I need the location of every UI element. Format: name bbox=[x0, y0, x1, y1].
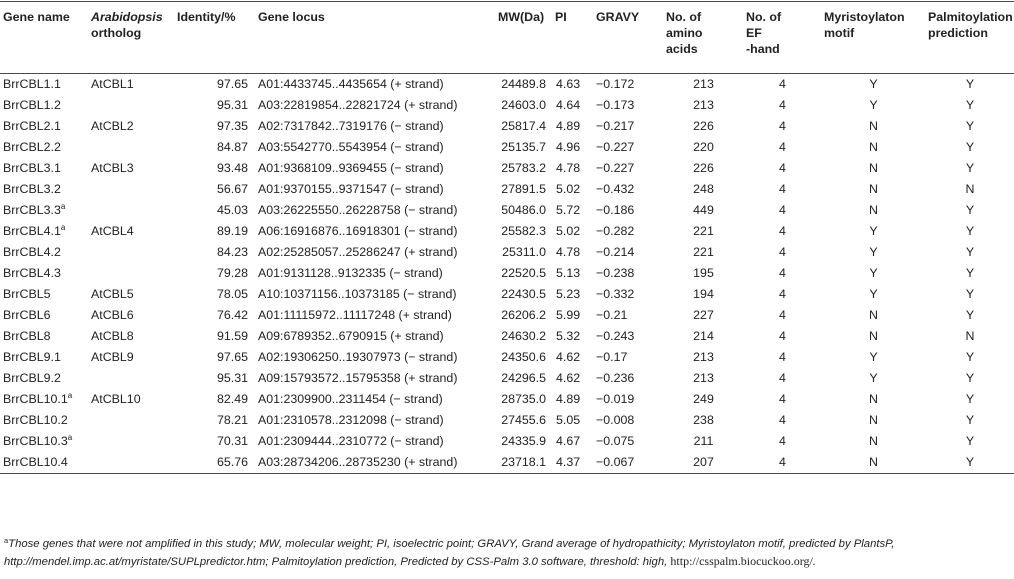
cell-mw: 25582.3 bbox=[501, 224, 546, 238]
cell-gene-locus: A03:5542770..5543954 (− strand) bbox=[258, 140, 444, 154]
cell-pi: 4.67 bbox=[556, 434, 581, 448]
cell-pi: 4.78 bbox=[556, 161, 581, 175]
cell-gravy: −0.173 bbox=[596, 98, 635, 112]
table-row bbox=[0, 263, 1014, 284]
table-row bbox=[0, 221, 1014, 242]
cell-ef-hand: 4 bbox=[779, 119, 786, 133]
cell-mw: 25135.7 bbox=[501, 140, 546, 154]
cell-gene-name: BrrCBL9.2 bbox=[3, 371, 61, 385]
cell-identity: 76.42 bbox=[216, 308, 248, 322]
cell-pi: 5.02 bbox=[556, 224, 581, 238]
cell-palmitoylation: Y bbox=[965, 287, 975, 301]
header-gravy: GRAVY bbox=[596, 10, 640, 24]
cell-pi: 4.89 bbox=[556, 392, 581, 406]
cell-amino-acids: 220 bbox=[693, 140, 714, 154]
cell-identity: 97.65 bbox=[216, 350, 248, 364]
cell-gene-name: BrrCBL4.3 bbox=[3, 266, 61, 280]
cell-identity: 91.59 bbox=[216, 329, 248, 343]
cell-pi: 5.02 bbox=[556, 182, 581, 196]
cell-ortholog: AtCBL1 bbox=[91, 77, 134, 91]
table-row bbox=[0, 284, 1014, 305]
cell-pi: 4.96 bbox=[556, 140, 581, 154]
cell-gene-name: BrrCBL6 bbox=[3, 308, 51, 322]
cell-myristoylation: N bbox=[869, 413, 878, 427]
cell-gravy: −0.238 bbox=[596, 266, 635, 280]
cell-gene-name: BrrCBL1.1 bbox=[3, 77, 61, 91]
table-row bbox=[0, 452, 1014, 474]
cell-gene-name: BrrCBL5 bbox=[3, 287, 51, 301]
cell-gene-locus: A01:11115972..11117248 (+ strand) bbox=[258, 308, 452, 322]
cell-pi: 4.62 bbox=[556, 371, 581, 385]
cell-amino-acids: 194 bbox=[693, 287, 714, 301]
table-row bbox=[0, 137, 1014, 158]
cell-myristoylation: N bbox=[869, 203, 878, 217]
cell-amino-acids: 213 bbox=[693, 371, 714, 385]
cell-palmitoylation: Y bbox=[965, 350, 975, 364]
cell-ortholog bbox=[88, 95, 174, 116]
cell-palmitoylation: Y bbox=[965, 77, 975, 91]
cell-amino-acids: 213 bbox=[693, 77, 714, 91]
cell-ef-hand: 4 bbox=[779, 329, 786, 343]
cell-palmitoylation: N bbox=[965, 182, 975, 196]
footnote-marker: a bbox=[60, 223, 66, 232]
table-row bbox=[0, 410, 1014, 431]
cell-gene-name: BrrCBL3.3$^a$ bbox=[3, 202, 66, 217]
cell-gene-locus: A01:2309444..2310772 (− strand) bbox=[258, 434, 444, 448]
cell-myristoylation: Y bbox=[869, 98, 878, 112]
cell-mw: 23718.1 bbox=[501, 455, 546, 469]
cell-palmitoylation: Y bbox=[965, 371, 975, 385]
footnote-marker: a bbox=[4, 536, 9, 545]
cell-gene-locus: A03:28734206..28735230 (+ strand) bbox=[258, 455, 458, 469]
cell-myristoylation: N bbox=[869, 140, 878, 154]
cell-identity: 78.05 bbox=[216, 287, 248, 301]
header-identity: Identity/% bbox=[177, 10, 236, 24]
header-ortholog: Arabidopsis ortholog bbox=[91, 10, 163, 40]
cell-myristoylation: N bbox=[869, 434, 878, 448]
cell-gene-locus: A03:26225550..26228758 (− strand) bbox=[258, 203, 458, 217]
cell-ef-hand: 4 bbox=[779, 245, 786, 259]
cell-identity: 70.31 bbox=[216, 434, 248, 448]
cell-gravy: −0.282 bbox=[596, 224, 635, 238]
cell-palmitoylation: Y bbox=[965, 161, 975, 175]
table-row bbox=[0, 326, 1014, 347]
cell-palmitoylation: Y bbox=[965, 245, 975, 259]
footnote-marker: a bbox=[67, 391, 73, 400]
cell-mw: 25783.2 bbox=[501, 161, 546, 175]
cell-ortholog: AtCBL5 bbox=[91, 287, 134, 301]
cell-identity: 56.67 bbox=[216, 182, 248, 196]
cell-gravy: −0.227 bbox=[596, 140, 635, 154]
cell-gene-locus: A02:7317842..7319176 (− strand) bbox=[258, 119, 444, 133]
header-ef-hand: No. of EF -hand bbox=[746, 10, 782, 56]
cell-identity: 78.21 bbox=[216, 413, 248, 427]
footnote-marker: a bbox=[67, 433, 73, 442]
cell-gravy: −0.21 bbox=[596, 308, 628, 322]
footnote-marker: a bbox=[60, 202, 66, 211]
header-amino-acids: No. of amino acids bbox=[666, 10, 703, 56]
cell-amino-acids: 214 bbox=[693, 329, 714, 343]
cell-ortholog bbox=[88, 179, 174, 200]
cell-gene-locus: A01:9131128..9132335 (− strand) bbox=[258, 266, 443, 280]
table-row bbox=[0, 431, 1014, 452]
cell-gene-locus: A02:19306250..19307973 (− strand) bbox=[258, 350, 458, 364]
cell-palmitoylation: Y bbox=[965, 434, 975, 448]
cell-palmitoylation: Y bbox=[965, 98, 975, 112]
cell-mw: 27891.5 bbox=[501, 182, 546, 196]
cell-gene-name: BrrCBL9.1 bbox=[3, 350, 61, 364]
cell-pi: 4.78 bbox=[556, 245, 581, 259]
cell-ortholog: AtCBL2 bbox=[91, 119, 134, 133]
cell-amino-acids: 227 bbox=[693, 308, 714, 322]
cell-gene-name: BrrCBL4.1$^a$ bbox=[3, 223, 66, 238]
cell-gravy: −0.214 bbox=[596, 245, 635, 259]
cell-pi: 4.89 bbox=[556, 119, 581, 133]
cell-gene-name: BrrCBL1.2 bbox=[3, 98, 61, 112]
cell-pi: 4.62 bbox=[556, 350, 581, 364]
cell-amino-acids: 207 bbox=[693, 455, 714, 469]
cell-gene-name: BrrCBL3.1 bbox=[3, 161, 61, 175]
cell-ef-hand: 4 bbox=[779, 350, 786, 364]
cell-palmitoylation: Y bbox=[965, 392, 975, 406]
cell-myristoylation: Y bbox=[869, 77, 878, 91]
header-myristoylation: Myristoylaton motif bbox=[824, 10, 905, 40]
cell-mw: 24630.2 bbox=[501, 329, 546, 343]
cell-ef-hand: 4 bbox=[779, 266, 786, 280]
cell-identity: 97.65 bbox=[216, 77, 248, 91]
cell-gene-locus: A01:9370155..9371547 (− strand) bbox=[258, 182, 444, 196]
cell-palmitoylation: Y bbox=[965, 224, 975, 238]
cell-amino-acids: 238 bbox=[693, 413, 714, 427]
cell-gene-name: BrrCBL4.2 bbox=[3, 245, 61, 259]
cell-ortholog bbox=[88, 452, 174, 474]
cell-ortholog: AtCBL8 bbox=[91, 329, 134, 343]
cell-ortholog bbox=[88, 242, 174, 263]
header-pi: PI bbox=[555, 10, 567, 24]
cbl-gene-table bbox=[0, 1, 1014, 474]
cell-amino-acids: 226 bbox=[693, 161, 714, 175]
cell-pi: 5.13 bbox=[556, 266, 581, 280]
cell-myristoylation: N bbox=[869, 119, 878, 133]
cell-pi: 5.72 bbox=[556, 203, 581, 217]
cell-gene-locus: A01:9368109..9369455 (− strand) bbox=[258, 161, 444, 175]
cell-palmitoylation: Y bbox=[965, 119, 975, 133]
cell-palmitoylation: Y bbox=[965, 455, 975, 469]
table-row bbox=[0, 179, 1014, 200]
cell-mw: 24350.6 bbox=[501, 350, 546, 364]
cell-ef-hand: 4 bbox=[779, 161, 786, 175]
cell-palmitoylation: N bbox=[965, 329, 975, 343]
cell-amino-acids: 248 bbox=[693, 182, 714, 196]
cell-mw: 25311.0 bbox=[502, 245, 546, 259]
table-row bbox=[0, 305, 1014, 326]
cell-ortholog: AtCBL3 bbox=[91, 161, 134, 175]
cell-ef-hand: 4 bbox=[779, 392, 786, 406]
cell-mw: 26206.2 bbox=[501, 308, 546, 322]
cell-palmitoylation: Y bbox=[965, 413, 975, 427]
cell-pi: 5.05 bbox=[556, 413, 581, 427]
header-gene-name: Gene name bbox=[3, 10, 70, 24]
cell-identity: 89.19 bbox=[216, 224, 248, 238]
cell-myristoylation: N bbox=[869, 161, 878, 175]
cell-ortholog: AtCBL10 bbox=[91, 392, 141, 406]
cell-ef-hand: 4 bbox=[779, 182, 786, 196]
cell-pi: 4.37 bbox=[556, 455, 581, 469]
cell-gravy: −0.067 bbox=[596, 455, 635, 469]
cell-ef-hand: 4 bbox=[779, 224, 786, 238]
cell-ef-hand: 4 bbox=[779, 203, 786, 217]
cell-palmitoylation: Y bbox=[965, 266, 975, 280]
cell-gravy: −0.227 bbox=[596, 161, 635, 175]
cell-ortholog bbox=[88, 410, 174, 431]
table-row bbox=[0, 95, 1014, 116]
cell-myristoylation: Y bbox=[869, 350, 878, 364]
cell-identity: 65.76 bbox=[216, 455, 248, 469]
cell-gravy: −0.243 bbox=[596, 329, 635, 343]
cell-pi: 5.23 bbox=[556, 287, 581, 301]
cell-gene-name: BrrCBL2.2 bbox=[3, 140, 61, 154]
cell-ortholog: AtCBL4 bbox=[91, 224, 134, 238]
cell-myristoylation: Y bbox=[869, 245, 878, 259]
cell-ortholog: AtCBL9 bbox=[91, 350, 134, 364]
cell-palmitoylation: Y bbox=[965, 203, 975, 217]
cell-pi: 5.32 bbox=[556, 329, 581, 343]
footnote-text: Those genes that were not amplified in this study; MW, molecular weight; PI, isoelectric point; GRAVY, Grand average of hydropathicity; Myristoylaton motif, predicted by PlantsP, http://mendel.imp.ac.at/myristate/SUPLpredictor.htm; Palmitoylation prediction, Predicted by CSS-Palm 3.0 software, threshold: high, bbox=[4, 538, 895, 568]
cell-myristoylation: Y bbox=[869, 224, 878, 238]
cell-gene-name: BrrCBL2.1 bbox=[3, 119, 61, 133]
cell-ef-hand: 4 bbox=[779, 98, 786, 112]
cell-mw: 24489.8 bbox=[501, 77, 546, 91]
cell-myristoylation: N bbox=[869, 329, 878, 343]
cell-amino-acids: 221 bbox=[693, 245, 714, 259]
cell-mw: 22430.5 bbox=[501, 287, 546, 301]
table-row bbox=[0, 158, 1014, 179]
footnote-url[interactable]: http://csspalm.biocuckoo.org/ bbox=[670, 553, 813, 568]
cell-mw: 24603.0 bbox=[501, 98, 546, 112]
cell-mw: 28735.0 bbox=[501, 392, 546, 406]
cell-amino-acids: 213 bbox=[693, 98, 714, 112]
cell-gravy: −0.075 bbox=[596, 434, 635, 448]
cell-ortholog: AtCBL6 bbox=[91, 308, 134, 322]
cell-gene-name: BrrCBL10.4 bbox=[3, 455, 68, 469]
cell-gene-locus: A01:4433745..4435654 (+ strand) bbox=[258, 77, 444, 91]
table-row bbox=[0, 347, 1014, 368]
cell-gravy: −0.008 bbox=[596, 413, 635, 427]
cell-gravy: −0.217 bbox=[596, 119, 635, 133]
cell-ef-hand: 4 bbox=[779, 434, 786, 448]
cell-gene-name: BrrCBL3.2 bbox=[3, 182, 61, 196]
cell-gene-locus: A03:22819854..22821724 (+ strand) bbox=[258, 98, 458, 112]
cell-myristoylation: Y bbox=[869, 287, 878, 301]
cell-mw: 50486.0 bbox=[501, 203, 546, 217]
cell-gravy: −0.432 bbox=[596, 182, 635, 196]
cell-myristoylation: N bbox=[869, 392, 878, 406]
cell-identity: 79.28 bbox=[216, 266, 248, 280]
cell-gene-name: BrrCBL10.1$^a$ bbox=[3, 391, 73, 406]
cell-pi: 4.63 bbox=[556, 77, 581, 91]
cell-pi: 5.99 bbox=[556, 308, 581, 322]
cell-identity: 95.31 bbox=[216, 98, 248, 112]
cell-amino-acids: 226 bbox=[693, 119, 714, 133]
table-header-row bbox=[0, 2, 1014, 74]
cell-identity: 45.03 bbox=[216, 203, 248, 217]
cell-mw: 24335.9 bbox=[501, 434, 546, 448]
cell-amino-acids: 221 bbox=[693, 224, 714, 238]
cell-ortholog bbox=[88, 137, 174, 158]
table-footnote: $^a$Those genes that were not amplified in this study; MW, molecular weight; PI, isoelectric point; GRAVY, Grand average of hydropathicity; Myristoylaton motif, predicted by PlantsP, http://mendel.imp.ac.at/myristate/SUPLpredictor.htm; Palmitoylation prediction, Predicted by CSS-Palm 3.0 software, threshold: high, http://csspalm.biocuckoo.org/. bbox=[4, 536, 895, 568]
cell-gene-locus: A06:16916876..16918301 (− strand) bbox=[258, 224, 458, 238]
cell-palmitoylation: Y bbox=[965, 140, 975, 154]
cell-identity: 84.87 bbox=[216, 140, 248, 154]
cell-gene-locus: A09:6789352..6790915 (+ strand) bbox=[258, 329, 444, 343]
cell-ef-hand: 4 bbox=[779, 308, 786, 322]
cell-amino-acids: 213 bbox=[693, 350, 714, 364]
cell-myristoylation: N bbox=[869, 455, 878, 469]
cell-mw: 27455.6 bbox=[501, 413, 546, 427]
cell-myristoylation: N bbox=[869, 308, 878, 322]
cell-ortholog bbox=[88, 200, 174, 221]
cell-gravy: −0.236 bbox=[596, 371, 635, 385]
cell-mw: 25817.4 bbox=[501, 119, 546, 133]
table-row bbox=[0, 74, 1014, 96]
cell-ortholog bbox=[88, 263, 174, 284]
cell-gene-locus: A01:2310578..2312098 (− strand) bbox=[258, 413, 444, 427]
cell-gene-name: BrrCBL10.2 bbox=[3, 413, 68, 427]
cell-gravy: −0.332 bbox=[596, 287, 635, 301]
cell-myristoylation: N bbox=[869, 182, 878, 196]
header-palmitoylation: Palmitoylation prediction bbox=[928, 10, 1013, 40]
header-mw: MW(Da) bbox=[498, 10, 545, 24]
cell-identity: 97.35 bbox=[216, 119, 248, 133]
cell-amino-acids: 211 bbox=[693, 434, 714, 448]
cell-gravy: −0.17 bbox=[596, 350, 628, 364]
cell-identity: 93.48 bbox=[216, 161, 248, 175]
cell-gravy: −0.172 bbox=[596, 77, 635, 91]
cell-myristoylation: Y bbox=[869, 371, 878, 385]
cell-ef-hand: 4 bbox=[779, 287, 786, 301]
table-row bbox=[0, 389, 1014, 410]
cell-ef-hand: 4 bbox=[779, 455, 786, 469]
cell-amino-acids: 249 bbox=[693, 392, 714, 406]
cell-identity: 95.31 bbox=[216, 371, 248, 385]
cell-ef-hand: 4 bbox=[779, 413, 786, 427]
cell-ortholog bbox=[88, 368, 174, 389]
cell-gene-locus: A09:15793572..15795358 (+ strand) bbox=[258, 371, 458, 385]
table-row bbox=[0, 116, 1014, 137]
cell-myristoylation: Y bbox=[869, 266, 878, 280]
cell-ef-hand: 4 bbox=[779, 140, 786, 154]
cell-ef-hand: 4 bbox=[779, 371, 786, 385]
cell-amino-acids: 449 bbox=[693, 203, 714, 217]
cell-gene-name: BrrCBL8 bbox=[3, 329, 51, 343]
cell-gene-locus: A01:2309900..2311454 (− strand) bbox=[258, 392, 443, 406]
cell-gene-locus: A02:25285057..25286247 (+ strand) bbox=[258, 245, 458, 259]
cell-amino-acids: 195 bbox=[693, 266, 714, 280]
cell-mw: 22520.5 bbox=[501, 266, 546, 280]
cell-ef-hand: 4 bbox=[779, 77, 786, 91]
cell-identity: 84.23 bbox=[216, 245, 248, 259]
cell-gene-locus: A10:10371156..10373185 (− strand) bbox=[258, 287, 457, 301]
table-row bbox=[0, 242, 1014, 263]
cell-gravy: −0.186 bbox=[596, 203, 635, 217]
cell-pi: 4.64 bbox=[556, 98, 581, 112]
cell-ortholog bbox=[88, 431, 174, 452]
table-row bbox=[0, 200, 1014, 221]
cell-palmitoylation: Y bbox=[965, 308, 975, 322]
table-body bbox=[0, 74, 1014, 474]
table-row bbox=[0, 368, 1014, 389]
cell-mw: 24296.5 bbox=[501, 371, 546, 385]
cell-gravy: −0.019 bbox=[596, 392, 635, 406]
cell-identity: 82.49 bbox=[216, 392, 248, 406]
header-gene-locus: Gene locus bbox=[258, 10, 325, 24]
cell-gene-name: BrrCBL10.3$^a$ bbox=[3, 433, 73, 448]
